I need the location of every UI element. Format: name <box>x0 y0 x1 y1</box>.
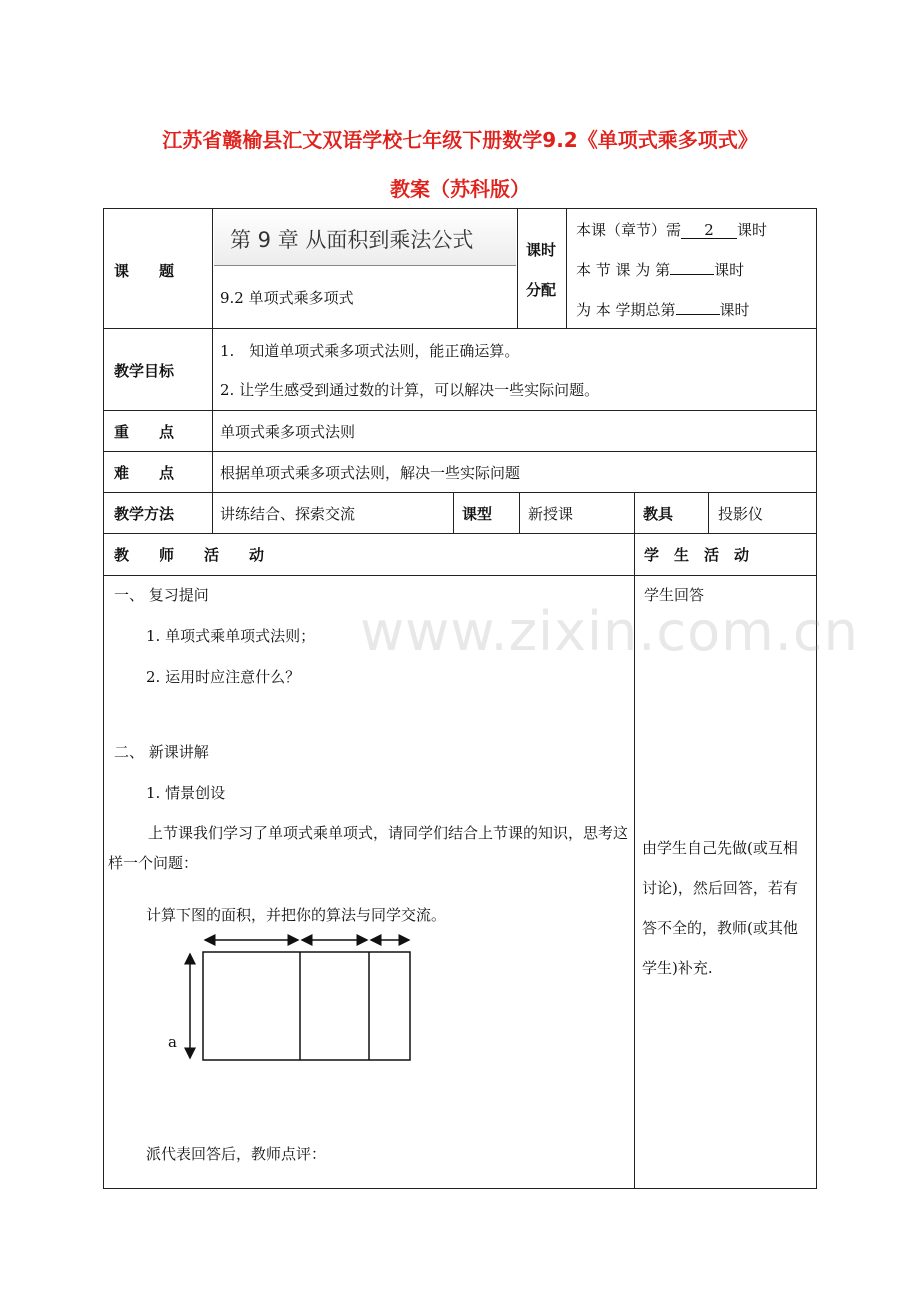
difficulty-text: 根据单项式乘多项式法则，解决一些实际问题 <box>220 464 521 482</box>
review-question: 2. 运用时应注意什么？ <box>146 668 301 686</box>
schedule-label-top: 课时 <box>526 241 557 259</box>
objectives-label: 教学目标 <box>114 362 175 380</box>
task-instruction: 计算下图的面积，并把你的算法与同学交流。 <box>146 906 447 924</box>
lesson-type-value: 新授课 <box>528 505 574 523</box>
difficulty-label: 难 点 <box>114 464 175 482</box>
height-label-a: a <box>168 1033 177 1051</box>
method-value: 讲练结合、探索交流 <box>220 505 356 523</box>
student-answer: 学生回答 <box>644 586 705 604</box>
lesson-title: 9.2 单项式乘多项式 <box>220 289 354 307</box>
key-point-text: 单项式乘多项式法则 <box>220 423 356 441</box>
method-label: 教学方法 <box>114 505 175 523</box>
student-activity-paragraph: 由学生自己先做(或互相讨论)，然后回答，若有答不全的，教师(或其他学生)补充. <box>642 839 798 977</box>
review-question: 1. 单项式乘单项式法则； <box>146 627 316 645</box>
teaching-tool-label: 教具 <box>643 505 674 523</box>
schedule-label-bottom: 分配 <box>526 281 557 299</box>
teaching-tool-value: 投影仪 <box>718 505 764 523</box>
key-point-label: 重 点 <box>114 423 175 441</box>
watermark: www.zixin.com.cn <box>360 600 859 663</box>
topic-label: 课 题 <box>114 262 175 280</box>
schedule-line-1: 本课（章节）需 2 课时 <box>576 221 768 239</box>
objective-item: 1. 知道单项式乘多项式法则，能正确运算。 <box>220 342 520 360</box>
scenario-paragraph: 上节课我们学习了单项式乘单项式，请同学们结合上节课的知识，思考这样一个问题： <box>108 824 629 872</box>
objective-item: 2. 让学生感受到通过数的计算，可以解决一些实际问题。 <box>220 381 600 399</box>
review-comment: 派代表回答后，教师点评： <box>146 1145 327 1163</box>
section-new-lesson-heading: 二、 新课讲解 <box>114 743 209 761</box>
schedule-line-3: 为 本 学期总第 课时 <box>576 301 750 319</box>
document-title-line1: 江苏省赣榆县汇文双语学校七年级下册数学9.2《单项式乘多项式》 <box>162 128 758 152</box>
document-title-line2: 教案（苏科版） <box>390 177 530 201</box>
chapter-banner-text: 第 9 章 从面积到乘法公式 <box>230 228 474 252</box>
student-activity-header: 学 生 活 动 <box>644 546 750 564</box>
subsection-scenario: 1. 情景创设 <box>146 784 226 802</box>
schedule-line-2: 本 节 课 为 第 课时 <box>576 261 745 279</box>
area-rectangle <box>203 952 410 1060</box>
lesson-type-label: 课型 <box>462 505 493 523</box>
section-review-heading: 一、 复习提问 <box>114 586 209 604</box>
teacher-activity-header: 教 师 活 动 <box>114 546 265 564</box>
schedule-hours-value: 2 <box>681 222 737 239</box>
